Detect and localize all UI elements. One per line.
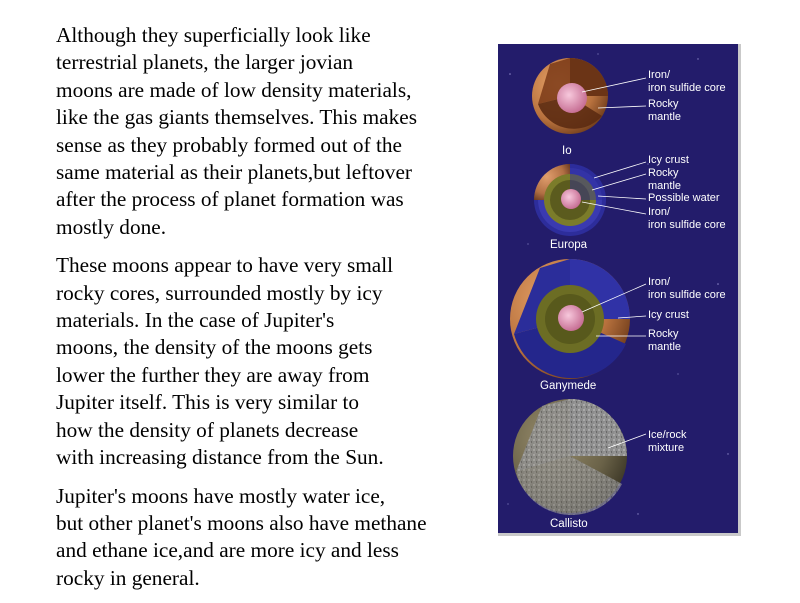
text-line: after the process of planet formation was [56,187,404,212]
text-line: Jupiter's moons have mostly water ice, [56,483,386,508]
text-line: same material as their planets,but leftover [56,160,412,185]
europa-label-core: Iron/ [648,206,671,218]
text-line: with increasing distance from the Sun. [56,445,384,470]
text-line: sense as they probably formed out of the [56,132,402,157]
io-label-mantle-2: mantle [648,111,682,123]
europa-label-core-2: iron sulfide core [648,219,726,231]
ganymede-cutaway [510,259,630,379]
europa-label-water: Possible water [648,192,720,204]
paragraph-1 [56,22,486,241]
text-line: moons, the density of the moons gets [56,335,373,360]
callisto-label-mixture: mixture [648,442,685,454]
io-name: Io [562,145,572,157]
body-text [56,22,486,603]
text-line: mostly done. [56,214,167,239]
text-line: terrestrial planets, the larger jovian [56,50,354,75]
text-line: materials. In the case of Jupiter's [56,308,335,333]
paragraph-3 [56,483,486,593]
moon-interiors-diagram [498,44,741,536]
europa-cutaway [534,164,606,236]
text-line: rocky in general. [56,565,200,590]
text-line: These moons appear to have very small [56,253,394,278]
ganymede-label-ice: Icy crust [648,309,689,321]
ganymede-label-mantle: mantle [648,341,682,353]
io-label-core: Iron/ [648,69,671,81]
ganymede-label-core: Iron/ [648,276,671,288]
io-cutaway [532,58,608,134]
text-line: moons are made of low density materials, [56,77,412,102]
europa-label-rocky: Rocky [648,167,679,179]
callisto-name: Callisto [550,518,588,530]
europa-name: Europa [550,239,588,251]
callisto-label-ice-rock: Ice/rock [648,429,687,441]
europa-label-ice: Icy crust [648,154,689,166]
text-line: but other planet's moons also have methane [56,510,427,535]
europa-label-mantle: mantle [648,180,682,192]
io-label-core-2: iron sulfide core [648,82,726,94]
text-line: rocky cores, surrounded mostly by icy [56,280,383,305]
moon-interiors-figure [498,44,741,536]
text-line: Jupiter itself. This is very similar to [56,390,360,415]
text-line: and ethane ice,and are more icy and less [56,538,399,563]
text-line: how the density of planets decrease [56,417,359,442]
text-line: lower the further they are away from [56,362,370,387]
paragraph-2 [56,252,486,471]
text-line: like the gas giants themselves. This makes [56,105,417,130]
io-label-mantle: Rocky [648,98,679,110]
ganymede-label-core-2: iron sulfide core [648,289,726,301]
ganymede-name: Ganymede [540,380,597,392]
text-line: Although they superficially look like [56,23,371,47]
ganymede-label-rocky: Rocky [648,328,679,340]
